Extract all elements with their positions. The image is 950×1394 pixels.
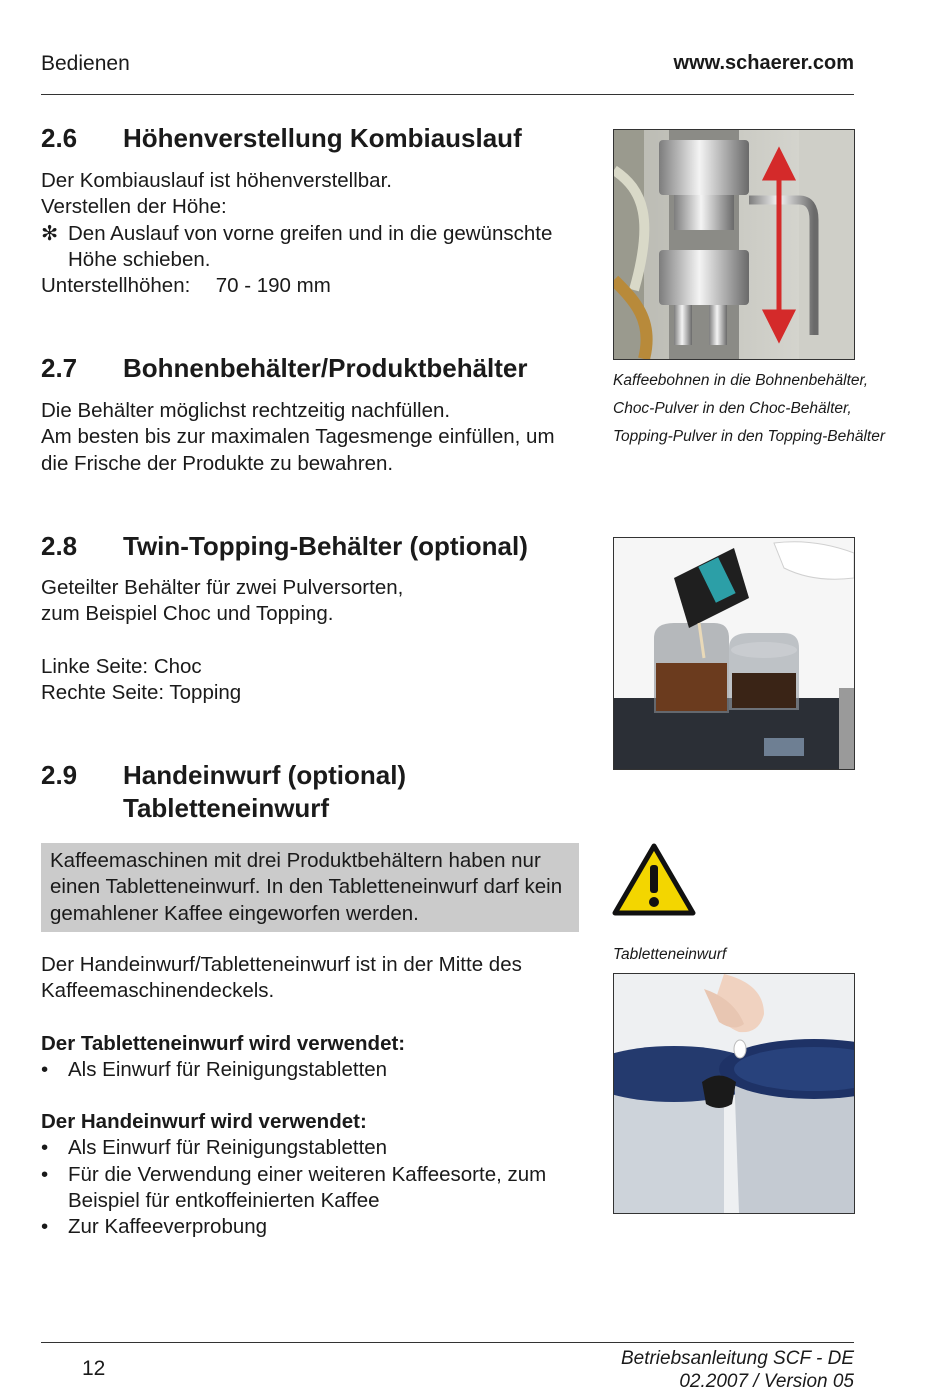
subheading: Der Handeinwurf wird verwendet: [41,1110,367,1134]
beans-caption [613,371,885,455]
tablet-insertion-illustration [614,974,854,1213]
subheading: Der Tabletteneinwurf wird verwendet: [41,1031,406,1055]
heading-title: Bohnenbehälter/Produktbehälter [123,353,528,383]
list-item [41,1162,576,1215]
list-item [41,1057,576,1083]
paragraph: Am besten bis zur maximalen Tagesmenge einfüllen, um die Frische der Produkte zu bewahren. [41,425,555,475]
paragraph: Der Kombiauslauf ist höhenverstellbar. [41,169,392,192]
section-2-8-body [41,575,576,706]
paragraph: zum Beispiel Choc und Topping. [41,602,334,626]
section-2-7-body [41,398,576,477]
paragraph: Linke Seite: Choc [41,654,202,678]
heading-title: Twin-Topping-Behälter (optional) [123,531,528,561]
twin-topping-photo [613,537,855,770]
header-section-title: Bedienen [41,52,130,75]
heading-number: 2.7 [41,353,78,383]
height-label: Unterstellhöhen: [41,274,191,298]
bullet-icon: • [41,1136,49,1160]
caption-line: Kaffeebohnen in die Bohnenbehälter, [613,372,869,389]
heading-title: Höhenverstellung Kombiauslauf [123,123,522,153]
heading-2-9 [41,759,406,825]
bullet-icon: • [41,1057,49,1081]
warning-note-box: Kaffeemaschinen mit drei Produktbehältern haben nur einen Tabletteneinwurf. In den Tabletteneinwurf darf kein gemahlener Kaffee eingeworfen werden. [41,843,579,932]
heading-title: Handeinwurf (optional) [123,760,407,790]
list-item-text: Zur Kaffeeverprobung [68,1215,268,1239]
spout-illustration [614,130,854,359]
paragraph: Rechte Seite: Topping [41,680,242,704]
list-item-text: Für die Verwendung einer weiteren Kaffeesorte, zum Beispiel für entkoffeinierten Kaffee [68,1162,547,1213]
caption-line: Topping-Pulver in den Topping-Behälter [613,428,886,445]
header-website: www.schaerer.com [673,52,854,74]
height-value: 70 - 190 mm [215,274,331,298]
warning-triangle-icon [612,843,696,916]
caption-line: Choc-Pulver in den Choc-Behälter, [613,400,852,417]
manual-title: Betriebsanleitung SCF - DE [620,1348,854,1369]
footer-rule [41,1342,854,1343]
list-item-text: Als Einwurf für Reinigungstabletten [68,1136,388,1160]
paragraph: Verstellen der Höhe: [41,195,227,219]
manual-version: 02.2007 / Version 05 [679,1371,854,1392]
list-item-text: Den Auslauf von vorne greifen und in die gewünschte Höhe schieben. [68,221,553,271]
twin-topping-illustration [614,538,854,769]
height-range [41,273,576,299]
header-rule [41,94,854,95]
tablet-caption: Tabletteneinwurf [613,946,727,963]
bullet-icon: • [41,1162,49,1186]
heading-2-6 [41,122,522,155]
heading-title-line2: Tabletteneinwurf [123,793,330,823]
list-item [41,221,576,274]
heading-2-7 [41,352,528,385]
list-item [41,1214,576,1240]
heading-number: 2.8 [41,531,78,561]
heading-number: 2.6 [41,123,78,153]
spout-photo [613,129,855,360]
page-number: 12 [82,1357,106,1380]
bullet-icon: • [41,1215,49,1239]
list-item [41,1135,576,1161]
tablet-insertion-photo [613,973,855,1214]
paragraph: Der Handeinwurf/Tabletteneinwurf ist in der Mitte des Kaffeemaschinendeckels. [41,953,522,1003]
paragraph: Die Behälter möglichst rechtzeitig nachfüllen. [41,399,451,422]
asterisk-bullet-icon: ✻ [41,221,59,245]
footer-info [621,1347,854,1393]
paragraph: Geteilter Behälter für zwei Pulversorten, [41,576,404,599]
heading-2-8 [41,530,528,563]
list-item-text: Als Einwurf für Reinigungstabletten [68,1057,388,1081]
section-2-6-body [41,168,576,299]
heading-number: 2.9 [41,760,78,790]
section-2-9-body [41,952,576,1241]
